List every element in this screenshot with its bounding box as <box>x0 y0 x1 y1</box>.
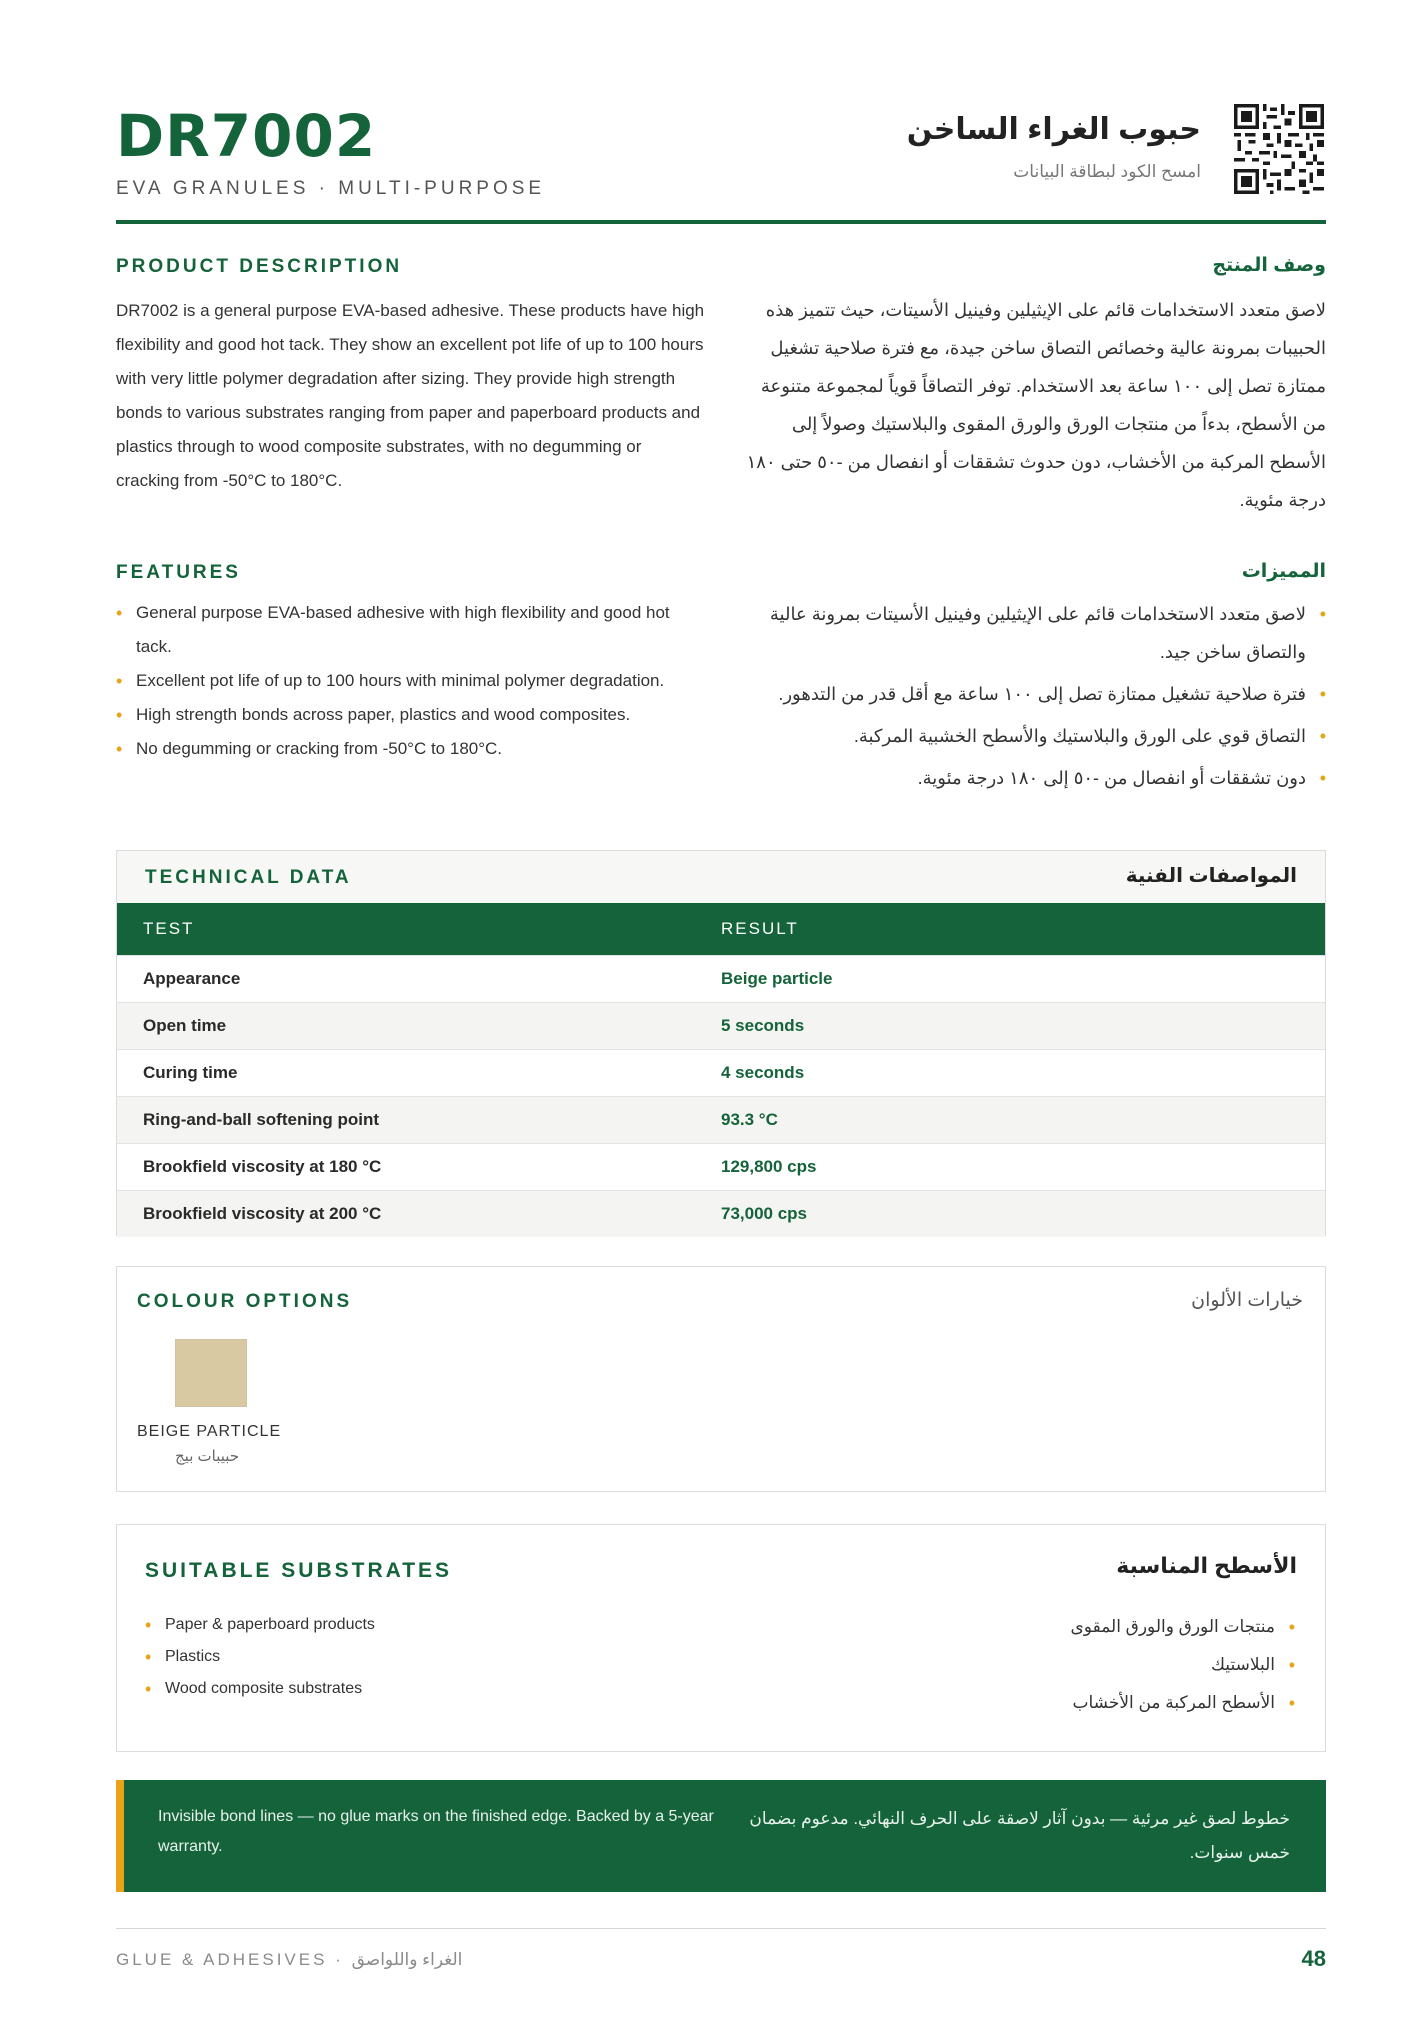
substrates-list-ar <box>775 1609 1295 1721</box>
test-cell: Appearance <box>117 956 695 1003</box>
bullet-icon: • <box>116 705 123 725</box>
result-cell: 129,800 cps <box>695 1144 1325 1191</box>
substrates-list-en-wrap <box>145 1609 665 1705</box>
column-header-result: RESULT <box>695 903 1325 956</box>
substrates-box <box>116 1524 1326 1752</box>
banner-accent-bar <box>116 1780 124 1892</box>
table-row <box>117 1144 1325 1191</box>
technical-data-box <box>116 850 1326 1236</box>
substrates-list-en <box>145 1609 665 1705</box>
table-header-row <box>117 903 1325 956</box>
features-ar <box>736 560 1326 801</box>
list-item: • فترة صلاحية تشغيل ممتازة تصل إلى ١٠٠ ساعة مع أقل قدر من التدهور. <box>736 675 1326 713</box>
features-heading-en: FEATURES <box>116 562 241 583</box>
list-item: • التصاق قوي على الورق والبلاستيك والأسطح الخشبية المركبة. <box>736 717 1326 755</box>
warranty-banner <box>116 1780 1326 1892</box>
substrates-list-ar-wrap <box>775 1609 1295 1723</box>
banner-text-en: Invisible bond lines — no glue marks on the finished edge. Backed by a 5-year warranty. <box>158 1808 714 1855</box>
technical-heading-ar: المواصفات الفنية <box>1125 865 1297 887</box>
list-item: • البلاستيك <box>775 1647 1295 1683</box>
bullet-icon: • <box>1288 1693 1295 1713</box>
list-item: • دون تشققات أو انفصال من -٥٠ إلى ١٨٠ درجة مئوية. <box>736 759 1326 797</box>
bullet-icon: • <box>1319 604 1326 624</box>
test-cell: Brookfield viscosity at 180 °C <box>117 1144 695 1191</box>
substrates-heading-en: SUITABLE SUBSTRATES <box>145 1559 453 1582</box>
list-item: • Plastics <box>145 1641 665 1673</box>
technical-heading-en: TECHNICAL DATA <box>145 867 352 888</box>
test-cell: Brookfield viscosity at 200 °C <box>117 1191 695 1238</box>
table-row <box>117 956 1325 1003</box>
qr-code-icon[interactable] <box>1234 104 1324 194</box>
technical-data-header <box>117 851 1325 903</box>
bullet-icon: • <box>1319 684 1326 704</box>
swatch-label-en: BEIGE PARTICLE <box>137 1423 282 1440</box>
product-title-ar: حبوب الغراء الساخن <box>906 113 1201 146</box>
colour-swatch-beige[interactable] <box>175 1339 247 1407</box>
bullet-icon: • <box>116 603 123 623</box>
description-ar <box>736 254 1326 519</box>
description-heading-ar: وصف المنتج <box>1212 255 1326 276</box>
features-list-ar <box>736 595 1326 797</box>
list-item: • High strength bonds across paper, plastics and wood composites. <box>116 698 706 732</box>
bullet-icon: • <box>1288 1617 1295 1637</box>
features-en <box>116 562 706 766</box>
product-subtitle: EVA GRANULES · MULTI-PURPOSE <box>116 178 546 199</box>
bullet-icon: • <box>116 671 123 691</box>
result-cell: 4 seconds <box>695 1050 1325 1097</box>
header <box>116 100 1326 224</box>
footer-section-en: GLUE & ADHESIVES · <box>116 1950 344 1969</box>
footer-section <box>116 1950 462 1970</box>
table-row <box>117 1050 1325 1097</box>
bullet-icon: • <box>145 1679 152 1699</box>
table-row <box>117 1003 1325 1050</box>
list-item: • General purpose EVA-based adhesive with high flexibility and good hot tack. <box>116 596 706 664</box>
result-cell: 73,000 cps <box>695 1191 1325 1238</box>
list-item: • Paper & paperboard products <box>145 1609 665 1641</box>
product-code: DR7002 <box>116 102 377 170</box>
table-row <box>117 1097 1325 1144</box>
list-item: • Excellent pot life of up to 100 hours with minimal polymer degradation. <box>116 664 706 698</box>
features-heading-ar: المميزات <box>1241 561 1326 582</box>
column-header-test: TEST <box>117 903 695 956</box>
description-body-ar: لاصق متعدد الاستخدامات قائم على الإيثيلين وفينيل الأسيتات، حيث تتميز هذه الحبيبات بمرونة عالية وخصائص التصاق ساخن جيدة، مع فترة صلاحية تشغيل ممتازة تصل إلى ١٠٠ ساعة بعد الاستخدام. توفر التصاقاً قوياً لمجموعة متنوعة من الأسطح، بدءاً من منتجات الورق والورق المقوى والبلاستيك وصولاً إلى الأسطح المركبة من الأخشاب، دون حدوث تشققات أو انفصال من -٥٠ حتى ١٨٠ درجة مئوية. <box>746 300 1326 510</box>
bullet-icon: • <box>1319 726 1326 746</box>
description-en <box>116 256 706 498</box>
list-item: • No degumming or cracking from -50°C to 180°C. <box>116 732 706 766</box>
header-divider <box>116 220 1326 224</box>
colour-options-box <box>116 1266 1326 1492</box>
list-item: • لاصق متعدد الاستخدامات قائم على الإيثيلين وفينيل الأسيتات بمرونة عالية والتصاق ساخن جيد. <box>736 595 1326 671</box>
description-heading-en: PRODUCT DESCRIPTION <box>116 256 403 277</box>
technical-data-table <box>117 903 1325 1237</box>
bullet-icon: • <box>145 1615 152 1635</box>
footer-section-ar: الغراء واللواصق <box>351 1950 463 1969</box>
banner-text-ar: خطوط لصق غير مرئية — بدون آثار لاصقة على الحرف النهائي. مدعوم بضمان خمس سنوات. <box>749 1809 1290 1862</box>
test-cell: Ring-and-ball softening point <box>117 1097 695 1144</box>
list-item: • منتجات الورق والورق المقوى <box>775 1609 1295 1645</box>
result-cell: 93.3 °C <box>695 1097 1325 1144</box>
page-number: 48 <box>1301 1946 1326 1971</box>
colour-heading-en: COLOUR OPTIONS <box>137 1291 353 1312</box>
test-cell: Curing time <box>117 1050 695 1097</box>
qr-caption-ar: امسح الكود لبطاقة البيانات <box>1013 162 1201 181</box>
footer-divider <box>116 1928 1326 1929</box>
result-cell: 5 seconds <box>695 1003 1325 1050</box>
swatch-label-ar: حبيبات بيج <box>175 1448 240 1465</box>
description-body-en: DR7002 is a general purpose EVA-based adhesive. These products have high flexibility and good hot tack. They show an excellent pot life of up to 100 hours with very little polymer degradation after sizing. They provide high strength bonds to various substrates ranging from paper and paperboard products and plastics through to wood composite substrates, with no degumming or cracking from -50°C to 180°C. <box>116 301 705 490</box>
list-item: • الأسطح المركبة من الأخشاب <box>775 1685 1295 1721</box>
substrates-heading-ar: الأسطح المناسبة <box>1116 1553 1297 1578</box>
features-list-en <box>116 596 706 766</box>
result-cell: Beige particle <box>695 956 1325 1003</box>
list-item: • Wood composite substrates <box>145 1673 665 1705</box>
test-cell: Open time <box>117 1003 695 1050</box>
bullet-icon: • <box>1319 768 1326 788</box>
colour-heading-ar: خيارات الألوان <box>1191 1290 1303 1311</box>
bullet-icon: • <box>1288 1655 1295 1675</box>
bullet-icon: • <box>145 1647 152 1667</box>
bullet-icon: • <box>116 739 123 759</box>
table-row <box>117 1191 1325 1238</box>
datasheet-page <box>116 0 1326 2021</box>
